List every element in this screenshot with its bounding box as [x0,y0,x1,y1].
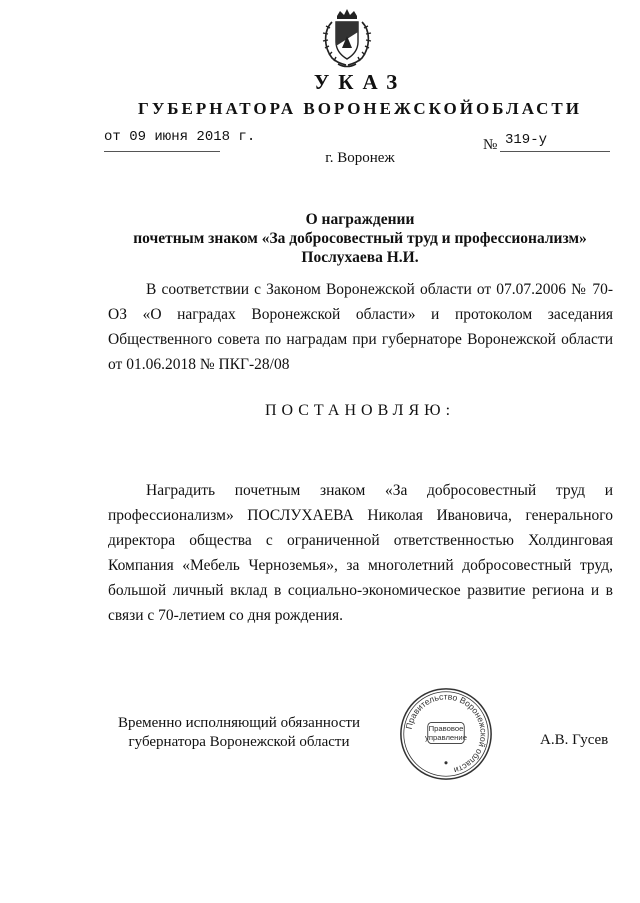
document-date: от 09 июня 2018 г. [104,129,256,145]
coat-of-arms-icon [318,8,376,70]
stamp-ring-text: Правительство Воронежской области [403,691,489,776]
document-number: 319-у [505,132,548,148]
document-heading [0,210,640,267]
document-subtitle: ГУБЕРНАТОРА ВОРОНЕЖСКОЙОБЛАСТИ [138,99,582,118]
heading-line: почетным знаком «За добросовестный труд и профессионализм» [133,230,587,247]
preamble-paragraph: В соответствии с Законом Воронежской области от 07.07.2006 № 70-ОЗ «О наградах Воронежской области» и протоколом заседания Общественного совета по наградам при губернаторе Воронежской области от 01.06.2018 № ПКГ-28/08 [108,281,613,373]
city-name: г. Воронеж [325,150,395,166]
heading-line: О награждении [305,211,415,228]
decision-paragraph: Наградить почетным знаком «За добросовестный труд и профессионализм» ПОСЛУХАЕВА Николая Ивановича, генерального директора общества с ограниченной ответственностью Холдинговая Компания «Мебель Черноземья», за многолетний добросовестный труд, большой личный вклад в социально-экономическое развитие региона и в связи с 70-летием со дня рождения. [108,482,613,624]
number-label: № [483,137,498,153]
stamp-dot [444,761,447,764]
signer-position-line: Временно исполняющий обязанности [117,715,360,731]
signer-position [104,714,374,752]
stamp-center-line: Правовое [428,724,464,734]
official-stamp-icon [398,686,494,782]
signer-position-line: губернатора Воронежской области [128,734,350,750]
decree-word: ПОСТАНОВЛЯЮ: [264,402,456,419]
stamp-center-line: управление [425,732,467,742]
document-title: УКАЗ [313,70,407,94]
signer-name: А.В. Гусев [540,732,609,748]
heading-line: Послухаева Н.И. [301,249,419,266]
